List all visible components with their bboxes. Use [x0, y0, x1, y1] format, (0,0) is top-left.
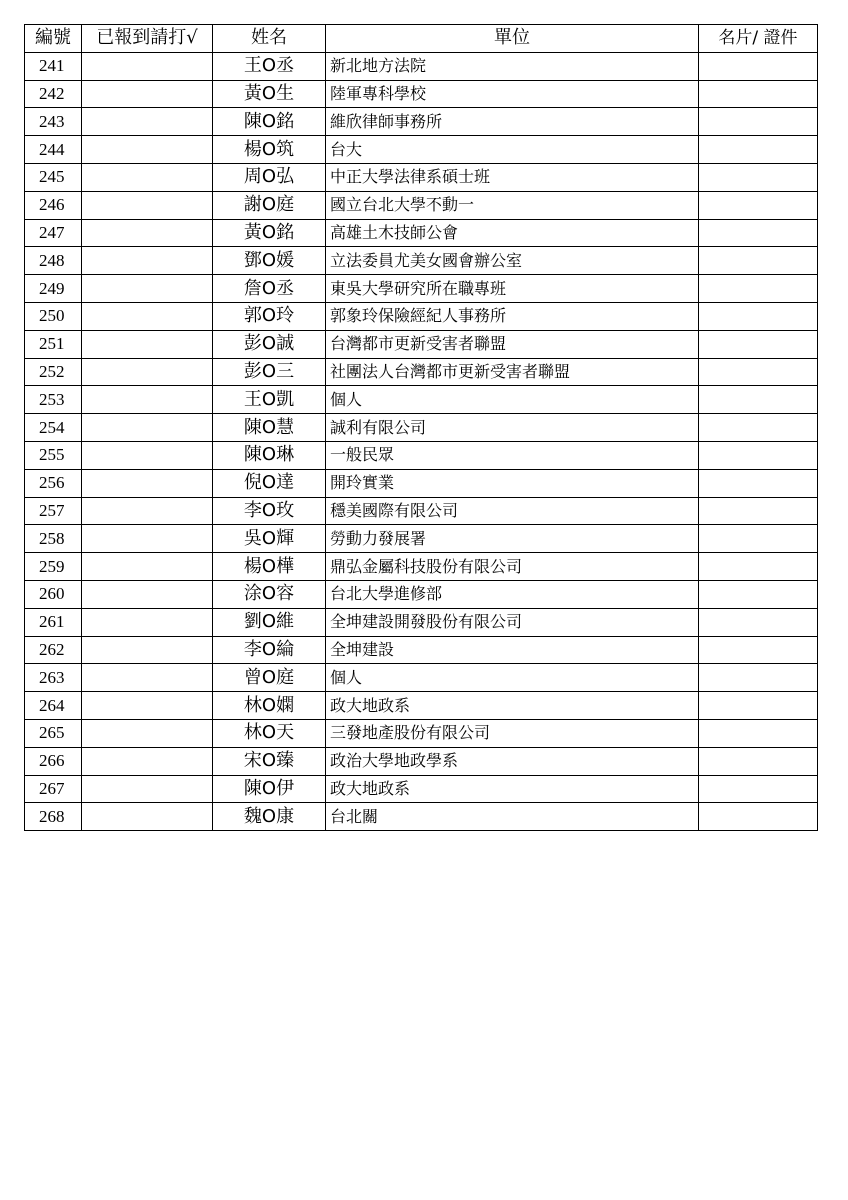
- table-row: [25, 553, 818, 581]
- table-row: [25, 747, 818, 775]
- table-row: [25, 247, 818, 275]
- row-id-cell: 257: [25, 497, 82, 525]
- card-cell: [699, 52, 818, 80]
- table-row: [25, 163, 818, 191]
- card-cell: [699, 302, 818, 330]
- row-unit-cell: 台大: [326, 136, 699, 164]
- row-id-cell: 265: [25, 719, 82, 747]
- row-id-cell: 247: [25, 219, 82, 247]
- row-unit-cell: 陸軍專科學校: [326, 80, 699, 108]
- row-id-cell: 267: [25, 775, 82, 803]
- row-id-cell: 258: [25, 525, 82, 553]
- checkin-cell: [82, 441, 213, 469]
- row-id-cell: 261: [25, 608, 82, 636]
- row-unit-cell: 政治大學地政學系: [326, 747, 699, 775]
- row-name-cell: 李O玫: [213, 497, 326, 525]
- checkin-cell: [82, 163, 213, 191]
- card-cell: [699, 747, 818, 775]
- card-cell: [699, 497, 818, 525]
- checkin-cell: [82, 636, 213, 664]
- row-id-cell: 260: [25, 580, 82, 608]
- row-name-cell: 魏O康: [213, 803, 326, 831]
- row-name-cell: 曾O庭: [213, 664, 326, 692]
- row-unit-cell: 開玲實業: [326, 469, 699, 497]
- row-name-cell: 王O丞: [213, 52, 326, 80]
- row-name-cell: 黃O生: [213, 80, 326, 108]
- row-unit-cell: 郭象玲保險經紀人事務所: [326, 302, 699, 330]
- checkin-cell: [82, 469, 213, 497]
- row-name-cell: 吳O輝: [213, 525, 326, 553]
- checkin-cell: [82, 330, 213, 358]
- row-id-cell: 254: [25, 414, 82, 442]
- table-row: [25, 525, 818, 553]
- row-id-cell: 241: [25, 52, 82, 80]
- row-name-cell: 劉O維: [213, 608, 326, 636]
- header-name: 姓名: [213, 25, 326, 53]
- table-row: [25, 580, 818, 608]
- row-name-cell: 黃O銘: [213, 219, 326, 247]
- table-row: [25, 386, 818, 414]
- checkin-cell: [82, 302, 213, 330]
- row-id-cell: 246: [25, 191, 82, 219]
- table-row: [25, 358, 818, 386]
- row-unit-cell: 台灣都市更新受害者聯盟: [326, 330, 699, 358]
- checkin-cell: [82, 219, 213, 247]
- card-cell: [699, 247, 818, 275]
- checkin-cell: [82, 136, 213, 164]
- checkin-cell: [82, 247, 213, 275]
- checkin-cell: [82, 608, 213, 636]
- checkin-cell: [82, 525, 213, 553]
- table-row: [25, 497, 818, 525]
- row-unit-cell: 全坤建設開發股份有限公司: [326, 608, 699, 636]
- table-row: [25, 469, 818, 497]
- row-unit-cell: 三發地產股份有限公司: [326, 719, 699, 747]
- row-name-cell: 倪O達: [213, 469, 326, 497]
- row-id-cell: 242: [25, 80, 82, 108]
- row-unit-cell: 立法委員尤美女國會辦公室: [326, 247, 699, 275]
- card-cell: [699, 163, 818, 191]
- table-row: [25, 636, 818, 664]
- row-id-cell: 245: [25, 163, 82, 191]
- row-name-cell: 謝O庭: [213, 191, 326, 219]
- row-id-cell: 255: [25, 441, 82, 469]
- table-row: [25, 775, 818, 803]
- attendance-table: [24, 24, 818, 831]
- checkin-cell: [82, 108, 213, 136]
- table-row: [25, 52, 818, 80]
- table-body: [25, 52, 818, 830]
- row-unit-cell: 中正大學法律系碩士班: [326, 163, 699, 191]
- table-row: [25, 608, 818, 636]
- card-cell: [699, 80, 818, 108]
- header-row: [25, 25, 818, 53]
- row-id-cell: 250: [25, 302, 82, 330]
- row-unit-cell: 鼎弘金屬科技股份有限公司: [326, 553, 699, 581]
- row-name-cell: 陳O伊: [213, 775, 326, 803]
- table-row: [25, 803, 818, 831]
- card-cell: [699, 636, 818, 664]
- table-row: [25, 692, 818, 720]
- table-row: [25, 302, 818, 330]
- row-name-cell: 彭O三: [213, 358, 326, 386]
- row-id-cell: 249: [25, 275, 82, 303]
- row-unit-cell: 台北關: [326, 803, 699, 831]
- card-cell: [699, 108, 818, 136]
- header-checkin: 已報到請打√: [82, 25, 213, 53]
- row-unit-cell: 高雄土木技師公會: [326, 219, 699, 247]
- card-cell: [699, 386, 818, 414]
- row-name-cell: 楊O樺: [213, 553, 326, 581]
- checkin-cell: [82, 580, 213, 608]
- row-id-cell: 248: [25, 247, 82, 275]
- table-row: [25, 136, 818, 164]
- checkin-cell: [82, 803, 213, 831]
- row-name-cell: 周O弘: [213, 163, 326, 191]
- table-row: [25, 414, 818, 442]
- table-row: [25, 275, 818, 303]
- row-unit-cell: 新北地方法院: [326, 52, 699, 80]
- checkin-cell: [82, 52, 213, 80]
- row-name-cell: 楊O筑: [213, 136, 326, 164]
- row-name-cell: 宋O臻: [213, 747, 326, 775]
- row-name-cell: 李O綸: [213, 636, 326, 664]
- row-name-cell: 彭O誠: [213, 330, 326, 358]
- row-unit-cell: 全坤建設: [326, 636, 699, 664]
- card-cell: [699, 358, 818, 386]
- card-cell: [699, 775, 818, 803]
- checkin-cell: [82, 775, 213, 803]
- row-name-cell: 郭O玲: [213, 302, 326, 330]
- table-row: [25, 108, 818, 136]
- row-unit-cell: 誠利有限公司: [326, 414, 699, 442]
- table-row: [25, 219, 818, 247]
- row-id-cell: 268: [25, 803, 82, 831]
- card-cell: [699, 608, 818, 636]
- row-unit-cell: 維欣律師事務所: [326, 108, 699, 136]
- row-unit-cell: 台北大學進修部: [326, 580, 699, 608]
- table-row: [25, 441, 818, 469]
- row-id-cell: 244: [25, 136, 82, 164]
- row-name-cell: 陳O琳: [213, 441, 326, 469]
- table-row: [25, 80, 818, 108]
- card-cell: [699, 441, 818, 469]
- checkin-cell: [82, 664, 213, 692]
- row-unit-cell: 東吳大學研究所在職專班: [326, 275, 699, 303]
- card-cell: [699, 580, 818, 608]
- checkin-cell: [82, 358, 213, 386]
- row-name-cell: 林O天: [213, 719, 326, 747]
- row-id-cell: 262: [25, 636, 82, 664]
- row-unit-cell: 穩美國際有限公司: [326, 497, 699, 525]
- row-name-cell: 涂O容: [213, 580, 326, 608]
- row-unit-cell: 社團法人台灣都市更新受害者聯盟: [326, 358, 699, 386]
- card-cell: [699, 719, 818, 747]
- card-cell: [699, 275, 818, 303]
- row-unit-cell: 政大地政系: [326, 775, 699, 803]
- checkin-cell: [82, 386, 213, 414]
- row-unit-cell: 一般民眾: [326, 441, 699, 469]
- card-cell: [699, 469, 818, 497]
- row-id-cell: 243: [25, 108, 82, 136]
- row-id-cell: 251: [25, 330, 82, 358]
- card-cell: [699, 219, 818, 247]
- checkin-cell: [82, 497, 213, 525]
- card-cell: [699, 414, 818, 442]
- row-id-cell: 259: [25, 553, 82, 581]
- card-cell: [699, 525, 818, 553]
- checkin-cell: [82, 191, 213, 219]
- checkin-cell: [82, 414, 213, 442]
- card-cell: [699, 330, 818, 358]
- card-cell: [699, 692, 818, 720]
- table-row: [25, 719, 818, 747]
- table-row: [25, 330, 818, 358]
- row-id-cell: 256: [25, 469, 82, 497]
- row-unit-cell: 政大地政系: [326, 692, 699, 720]
- row-name-cell: 詹O丞: [213, 275, 326, 303]
- row-id-cell: 263: [25, 664, 82, 692]
- row-name-cell: 陳O慧: [213, 414, 326, 442]
- row-name-cell: 鄧O媛: [213, 247, 326, 275]
- row-id-cell: 264: [25, 692, 82, 720]
- row-unit-cell: 個人: [326, 664, 699, 692]
- row-id-cell: 266: [25, 747, 82, 775]
- row-id-cell: 252: [25, 358, 82, 386]
- row-name-cell: 王O凱: [213, 386, 326, 414]
- checkin-cell: [82, 692, 213, 720]
- row-unit-cell: 國立台北大學不動一: [326, 191, 699, 219]
- checkin-cell: [82, 80, 213, 108]
- card-cell: [699, 191, 818, 219]
- header-unit: 單位: [326, 25, 699, 53]
- row-name-cell: 陳O銘: [213, 108, 326, 136]
- header-card: 名片/ 證件: [699, 25, 818, 53]
- header-id: 編號: [25, 25, 82, 53]
- row-unit-cell: 個人: [326, 386, 699, 414]
- row-id-cell: 253: [25, 386, 82, 414]
- checkin-cell: [82, 719, 213, 747]
- row-unit-cell: 勞動力發展署: [326, 525, 699, 553]
- card-cell: [699, 803, 818, 831]
- checkin-cell: [82, 275, 213, 303]
- card-cell: [699, 664, 818, 692]
- row-name-cell: 林O嫻: [213, 692, 326, 720]
- table-row: [25, 664, 818, 692]
- checkin-cell: [82, 747, 213, 775]
- table-row: [25, 191, 818, 219]
- checkin-cell: [82, 553, 213, 581]
- card-cell: [699, 553, 818, 581]
- card-cell: [699, 136, 818, 164]
